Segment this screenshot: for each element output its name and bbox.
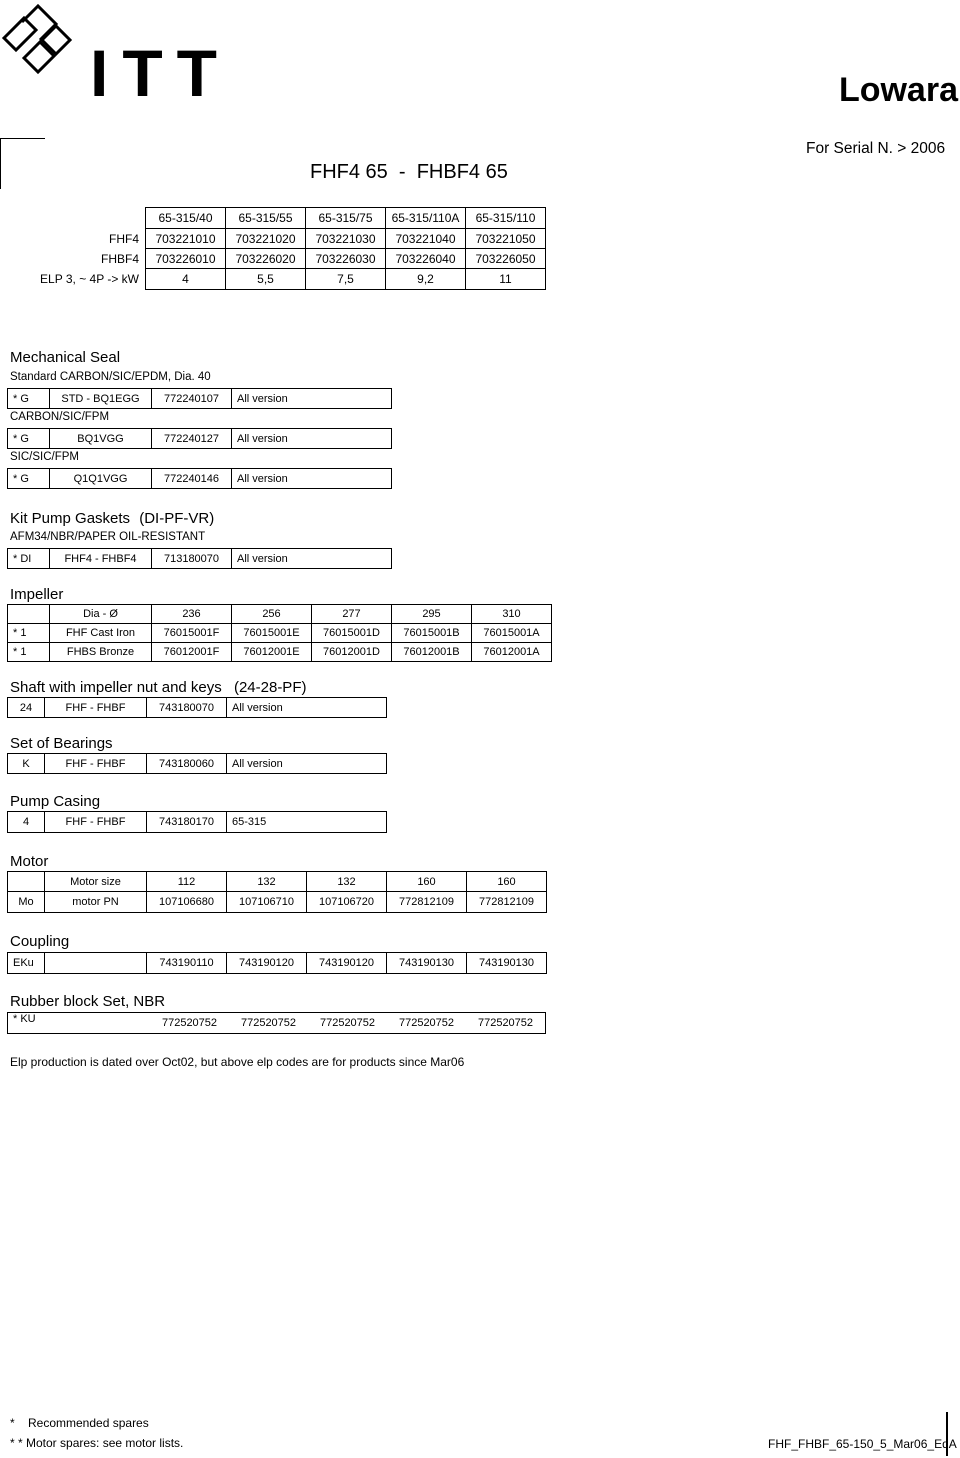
table-cell: 107106720 — [307, 892, 387, 913]
pos-cell: EKu — [8, 953, 45, 974]
pos-cell: 24 — [8, 698, 45, 718]
table-cell: 743190120 — [307, 953, 387, 974]
table-cell: 310 — [472, 605, 552, 624]
table-cell: 295 — [392, 605, 472, 624]
table-cell: 107106680 — [147, 892, 227, 913]
table-cell: 743190110 — [147, 953, 227, 974]
table-cell: 76012001E — [232, 643, 312, 662]
table-cell: 703221010 — [146, 229, 226, 249]
desc-cell: FHF4 - FHBF4 — [50, 549, 152, 569]
version-cell: 65-315 — [227, 812, 387, 833]
corner-mark — [0, 138, 45, 189]
section-title-motor: Motor — [10, 853, 49, 870]
table-cell: 5,5 — [226, 269, 306, 290]
pos-cell: * KU — [8, 1013, 151, 1034]
table-cell: 160 — [467, 872, 547, 892]
version-cell: All version — [227, 754, 387, 774]
table-cell: 76012001F — [152, 643, 232, 662]
section-title-bearings: Set of Bearings — [10, 735, 113, 752]
table-cell: 76015001D — [312, 624, 392, 643]
bearings-table — [7, 753, 387, 774]
table-cell: 703226050 — [466, 249, 546, 269]
table-cell: 277 — [312, 605, 392, 624]
table-cell: 112 — [147, 872, 227, 892]
pos-cell: * 1 — [8, 624, 50, 643]
model-column-header: 65-315/110A — [386, 208, 466, 229]
table-cell: 703221030 — [306, 229, 386, 249]
impeller-table — [7, 604, 552, 662]
pos-cell: K — [8, 754, 45, 774]
pos-cell: * DI — [8, 549, 50, 569]
table-cell: 772520752 — [387, 1013, 466, 1034]
table-cell: 76012001A — [472, 643, 552, 662]
table-cell: 703221020 — [226, 229, 306, 249]
table-cell: 772812109 — [467, 892, 547, 913]
code-cell: 743180170 — [147, 812, 227, 833]
coupling-table — [7, 952, 547, 974]
desc-cell: FHF - FHBF — [45, 812, 147, 833]
desc-cell — [45, 953, 147, 974]
model-column-header: 65-315/110 — [466, 208, 546, 229]
table-cell: 772520752 — [229, 1013, 308, 1034]
section-title-impeller: Impeller — [10, 586, 64, 603]
desc-cell: motor PN — [45, 892, 147, 913]
footer-note-motor: * * Motor spares: see motor lists. — [10, 1436, 184, 1450]
version-cell: All version — [232, 549, 392, 569]
pos-cell: * G — [8, 389, 50, 409]
page-title: FHF4 65 - FHBF4 65 — [310, 161, 508, 183]
section-subtitle: AFM34/NBR/PAPER OIL-RESISTANT — [10, 531, 206, 543]
row-label: FHF4 — [109, 231, 139, 246]
code-cell: 772240146 — [152, 469, 232, 489]
gaskets-title: Kit Pump Gaskets — [10, 510, 131, 527]
model-column-header: 65-315/75 — [306, 208, 386, 229]
table-cell: 132 — [227, 872, 307, 892]
table-cell: 772812109 — [387, 892, 467, 913]
section-title-rubber: Rubber block Set, NBR — [10, 993, 166, 1010]
table-cell: 107106710 — [227, 892, 307, 913]
table-cell: 11 — [466, 269, 546, 290]
section-title-casing: Pump Casing — [10, 793, 101, 810]
table-cell: 743190130 — [467, 953, 547, 974]
desc-cell: FHF - FHBF — [45, 754, 147, 774]
table-cell: 703221050 — [466, 229, 546, 249]
desc-cell: Motor size — [45, 872, 147, 892]
desc-cell: Dia - Ø — [50, 605, 152, 624]
desc-cell: FHF - FHBF — [45, 698, 147, 718]
version-cell: All version — [232, 389, 392, 409]
shaft-title: Shaft with impeller nut and keys — [10, 679, 222, 696]
company-name: Lowara — [838, 71, 958, 109]
section-title-gaskets — [10, 510, 214, 527]
table-cell: 76015001E — [232, 624, 312, 643]
table-cell: 703221040 — [386, 229, 466, 249]
code-cell: 743180070 — [147, 698, 227, 718]
model-column-header: 65-315/40 — [146, 208, 226, 229]
serial-note: For Serial N. > 2006 — [806, 140, 946, 157]
footer-note-recommended: * Recommended spares — [10, 1416, 149, 1430]
shaft-table — [7, 697, 387, 718]
model-column-header: 65-315/55 — [226, 208, 306, 229]
shaft-code: (24-28-PF) — [233, 679, 307, 696]
itt-logo-icon — [0, 0, 80, 80]
section-title-shaft — [10, 679, 306, 696]
row-label: FHBF4 — [100, 251, 139, 266]
pos-cell: * 1 — [8, 643, 50, 662]
table-cell: 132 — [307, 872, 387, 892]
motor-table — [7, 871, 547, 913]
pos-cell: 4 — [8, 812, 45, 833]
section-title-mechanical-seal: Mechanical Seal — [10, 349, 121, 366]
seal-table-2 — [7, 428, 392, 449]
table-cell: 703226020 — [226, 249, 306, 269]
pos-cell: * G — [8, 429, 50, 449]
code-cell: 743180060 — [147, 754, 227, 774]
table-cell: 160 — [387, 872, 467, 892]
table-cell: 772520752 — [150, 1013, 229, 1034]
casing-table — [7, 811, 387, 833]
brand-logo-text: ITT — [90, 36, 231, 110]
code-cell: 772240127 — [152, 429, 232, 449]
pos-cell — [8, 872, 45, 892]
seal-table-1 — [7, 388, 392, 409]
table-cell: 772520752 — [308, 1013, 387, 1034]
table-cell: 703226030 — [306, 249, 386, 269]
rubber-table — [7, 1012, 546, 1034]
version-cell: All version — [232, 429, 392, 449]
table-cell: 743190120 — [227, 953, 307, 974]
section-subtitle: CARBON/SIC/FPM — [10, 411, 110, 423]
seal-table-3 — [7, 468, 392, 489]
table-cell: 256 — [232, 605, 312, 624]
table-cell: 76012001B — [392, 643, 472, 662]
desc-cell: BQ1VGG — [50, 429, 152, 449]
pos-cell: * G — [8, 469, 50, 489]
table-cell: 236 — [152, 605, 232, 624]
table-cell: 76015001B — [392, 624, 472, 643]
desc-cell: STD - BQ1EGG — [50, 389, 152, 409]
table-cell: 743190130 — [387, 953, 467, 974]
version-cell: All version — [227, 698, 387, 718]
code-cell: 772240107 — [152, 389, 232, 409]
production-note: Elp production is dated over Oct02, but above elp codes are for products since Mar06 — [10, 1055, 465, 1069]
version-cell: All version — [232, 469, 392, 489]
document-code: FHF_FHBF_65-150_5_Mar06_EdA — [768, 1437, 957, 1451]
desc-cell: FHBS Bronze — [50, 643, 152, 662]
code-cell: 713180070 — [152, 549, 232, 569]
section-subtitle: Standard CARBON/SIC/EPDM, Dia. 40 — [10, 371, 211, 383]
pos-cell: Mo — [8, 892, 45, 913]
table-cell: 7,5 — [306, 269, 386, 290]
models-table — [0, 207, 546, 290]
desc-cell: Q1Q1VGG — [50, 469, 152, 489]
gaskets-code: (DI-PF-VR) — [139, 510, 215, 527]
table-cell: 772520752 — [466, 1013, 546, 1034]
section-title-coupling: Coupling — [10, 933, 70, 950]
table-cell: 76015001A — [472, 624, 552, 643]
table-cell: 4 — [146, 269, 226, 290]
table-cell: 76012001D — [312, 643, 392, 662]
table-cell: 9,2 — [386, 269, 466, 290]
pos-cell — [8, 605, 50, 624]
table-cell: 703226010 — [146, 249, 226, 269]
row-label: ELP 3, ~ 4P -> kW — [40, 272, 139, 286]
table-cell: 703226040 — [386, 249, 466, 269]
gaskets-table — [7, 548, 392, 569]
section-subtitle: SIC/SIC/FPM — [10, 451, 80, 463]
desc-cell: FHF Cast Iron — [50, 624, 152, 643]
table-cell: 76015001F — [152, 624, 232, 643]
